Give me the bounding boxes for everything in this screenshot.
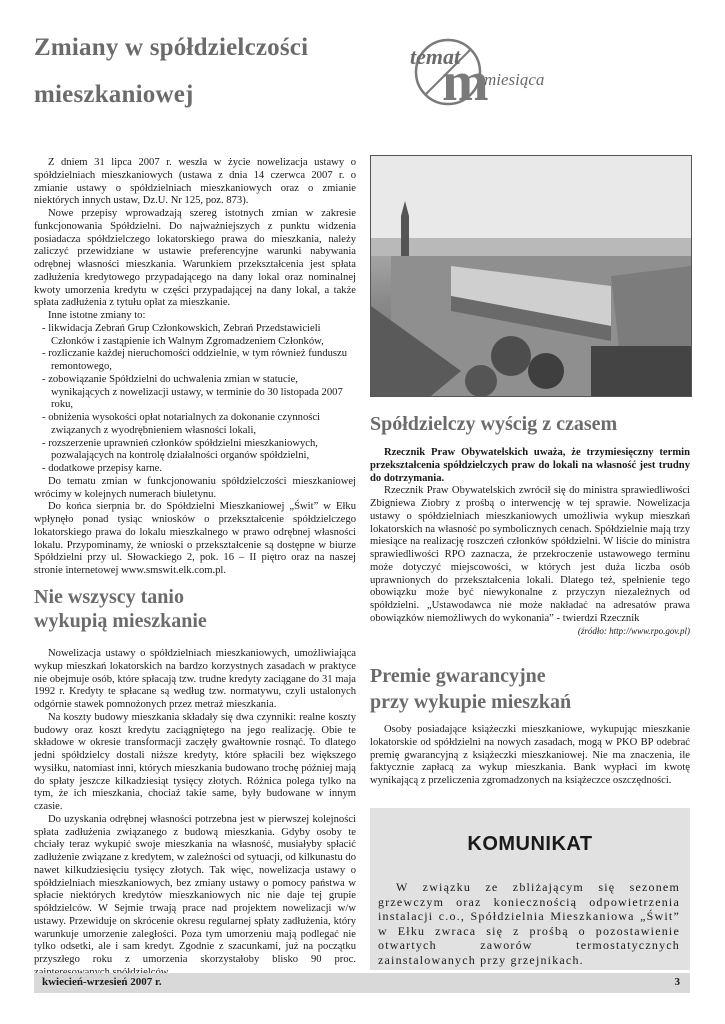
article-paragraph: Do uzyskania odrębnej własności potrzebna jest w pierwszej kolejności spłata zadłużenia związanego z budową mieszkania. Gdyby osoby te chciały teraz wykupić swoje mieszkania na własność, musiałyby spłacić zadłużenie związane z kredytem, w zależności od sytuacji, od kilkunastu do nawet kilkudziesięciu tysięcy złotych. Tak więc, nowelizacja ustawy o spółdzielniach mieszkaniowych, bez zmiany ustawy o pomocy państwa w spłacie niektórych kredytów mieszkaniowych nic nie daje tej grupie spółdzielców. W Sejmie trwają prace nad projektem nowelizacji w/w ustawy. Przewiduje on skrócenie okresu regularnej spłaty zadłużenia, który warunkuje umorzenie zaległości. Poza tym umorzeniu mają podlegać nie tylko odsetki, ale i sam kredyt. Zgodnie z szacunkami, już na początku przyszłego roku z umorzenia skorzystałoby blisko 90 proc. (34, 813, 356, 965)
logo-text-top: temat (410, 44, 461, 69)
article-guarantee-bonus (370, 724, 690, 788)
article-race-with-time (370, 447, 690, 636)
article-not-everyone (34, 648, 356, 980)
article-heading: przy wykupie mieszkań (370, 691, 572, 713)
temat-miesiaca-logo (398, 34, 578, 108)
page-number: 3 (674, 976, 680, 988)
page-title-line1: Zmiany w spółdzielczości (34, 34, 309, 61)
article-paragraph: Nowe przepisy wprowadzają szereg istotnych zmian w zakresie funkcjonowania Spółdzielni. Do najważniejszych z punktu widzenia posiadacza spółdzielczego lokatorskiego prawa do mieszkania, należy zaliczyć przewidziane w ustawie preferencyjne warunki nabywania odrębnej własności mieszkania. Warunkiem przekształcenia jest spłata zadłużenia kredytowego przypadającego na dany lokal oraz nominalnej kwoty umorzenia kredytu w części przypadającej na dany lokal, a także spłata zadłużenia z tytułu opłat za mieszkanie. (34, 208, 356, 309)
article-changes (34, 157, 356, 578)
list-item: - obniżenia wysokości opłat notarialnych za dokonanie czynności związanych z wyodrębnieniem własności lokali, (42, 412, 356, 438)
logo-text-bottom: miesiąca (484, 70, 545, 89)
source-note: (źródło: http://www.rpo.gov.pl) (577, 625, 690, 636)
article-paragraph: Na koszty budowy mieszkania składały się dwa czynniki: realne koszty budowy oraz koszt kredytu zaciągniętego na jego realizację. Obie te składowe w okresie transformacji zaczęły gwałtownie rosnąć. To dlatego jedni spółdzielcy dostali niższe kredyty, które spłacili bez większego wysiłku, natomiast inni, których mieszkania budowano trochę później mają do spłaty jeszcze kilkadziesiąt tysięcy złotych. Różnica polega tylko na tym, że ich mieszkania, chociaż takie same, były budowane w innym czasie. (34, 711, 356, 812)
article-paragraph: Inne istotne zmiany to: (48, 310, 146, 321)
article-paragraph: Do końca sierpnia br. do Spółdzielni Mieszkaniowej „Świt” w Ełku wpłynęło ponad tysiąc wniosków o przekształcenie spółdzielczego lokatorskiego prawa do lokalu mieszkalnego w prawo odrębnej własności lokalu. Przypominamy, że wnioski o przekształcenie są dostępne w biurze Spółdzielni przy ul. Słowackiego 2, pok. 16 – II piętro oraz na naszej stronie internetowej www.smswit.elk.com.pl. (34, 501, 356, 576)
list-item: - zobowiązanie Spółdzielni do uchwalenia zmian w statucie, wynikających z nowelizacji ustawy, w terminie do 30 listopada 2007 roku, (42, 374, 356, 412)
announcement-box (370, 808, 690, 970)
page-title-line2: mieszkaniowej (34, 81, 194, 108)
article-lead: Rzecznik Praw Obywatelskich uważa, że trzymiesięczny termin przekształcenia spółdzielczych praw do lokali na własność jest trudny do dotrzymania. (370, 447, 690, 484)
article-paragraph: Nowelizacja ustawy o spółdzielniach mieszkaniowych, umożliwiająca wykup mieszkań lokatorskich na bardzo korzystnych zasadach w praktyce nie obejmuje osób, które spłacają tzw. trudne kredyty zaciągane do 31 maja 1992 r. Kredyty te spłacane są według tzw. normatywu, czyli ustalonych odgórnie stawek pomnożonych przez metraż mieszkania. (34, 648, 356, 710)
article-heading: Spółdzielczy wyścig z czasem (370, 413, 618, 435)
issue-date: kwiecień-wrzesień 2007 r. (42, 976, 162, 988)
list-item: - likwidacja Zebrań Grup Członkowskich, Zebrań Przedstawicieli Członków i zastąpienie ich Walnym Zgromadzeniem Członków, (42, 323, 356, 349)
svg-text:m: m (442, 51, 489, 108)
article-paragraph: Z dniem 31 lipca 2007 r. weszła w życie nowelizacja ustawy o spółdzielniach mieszkaniowych (ustawa z dnia 14 czerwca 2007 r. o zmianie ustawy o spółdzielniach mieszkaniowych oraz o zmianie niektórych innych ustaw, Dz.U. Nr 125, poz. 873). (34, 157, 356, 207)
article-heading: Nie wszyscy tanio (34, 586, 184, 608)
article-paragraph: Rzecznik Praw Obywatelskich zwrócił się do ministra sprawiedliwości Zbigniewa Ziobry z prośbą o interwencję w tej sprawie. Nowelizacja ustawy o spółdzielniach mieszkaniowych umożliwia wykup mieszkań lokatorskich na własność po symbolicznych cenach. Spółdzielnie mają trzy miesiące na realizację roszczeń członków spółdzielni. W liście do ministra sprawiedliwości RPO zaznacza, że przekroczenie ustawowego terminu może dotyczyć miejscowości, w których jest duża liczba osób uprawnionych do przekształcenia lokali. Dlatego też, spełnienie tego obowiązku może być niewykonalne z przyczyn niezależnych od spółdzielni. „Ustawodawca nie może nakładać na adresatów prawa obowiązków niemożliwych do wykonania” - twierdzi Rzecznik (370, 485, 690, 624)
page-footer (34, 973, 690, 993)
changes-list (34, 323, 356, 476)
housing-estate-photo (370, 155, 692, 397)
article-heading: Premie gwarancyjne (370, 665, 546, 687)
announcement-text: W związku ze zbliżającym się sezonem grzewczym oraz koniecznością odpowietrzenia instalacji c.o., Spółdzielnia Mieszkaniowa „Świt” w Ełku zwraca się z prośbą o pozostawienie otwartych zaworów termostatycznych zainstalowanych przy grzejnikach. (378, 880, 680, 967)
list-item: - dodatkowe przepisy karne. (42, 463, 356, 476)
list-item: - rozliczanie każdej nieruchomości oddzielnie, w tym również funduszu remontowego, (42, 348, 356, 374)
article-paragraph: Do tematu zmian w funkcjonowaniu spółdzielczości mieszkaniowej wrócimy w kolejnych numerach biuletynu. (34, 475, 356, 500)
announcement-title: KOMUNIKAT (467, 833, 593, 855)
list-item: - rozszerzenie uprawnień członków spółdzielni mieszkaniowych, pozwalających na kontrolę działalności organów spółdzielni, (42, 438, 356, 464)
article-paragraph: Osoby posiadające książeczki mieszkaniowe, wykupując mieszkanie lokatorskie od spółdzielni na nowych zasadach, mogą w PKO BP odebrać premię gwarancyjną z książeczki mieszkaniowej. Nie ma znaczenia, ile faktycznie zapłacą za wykup mieszkania. Bank wypłaci im kwotę wynikającą z przeliczenia zgromadzonych na książeczce oszczędności. (370, 724, 690, 786)
article-heading: wykupią mieszkanie (34, 610, 207, 632)
